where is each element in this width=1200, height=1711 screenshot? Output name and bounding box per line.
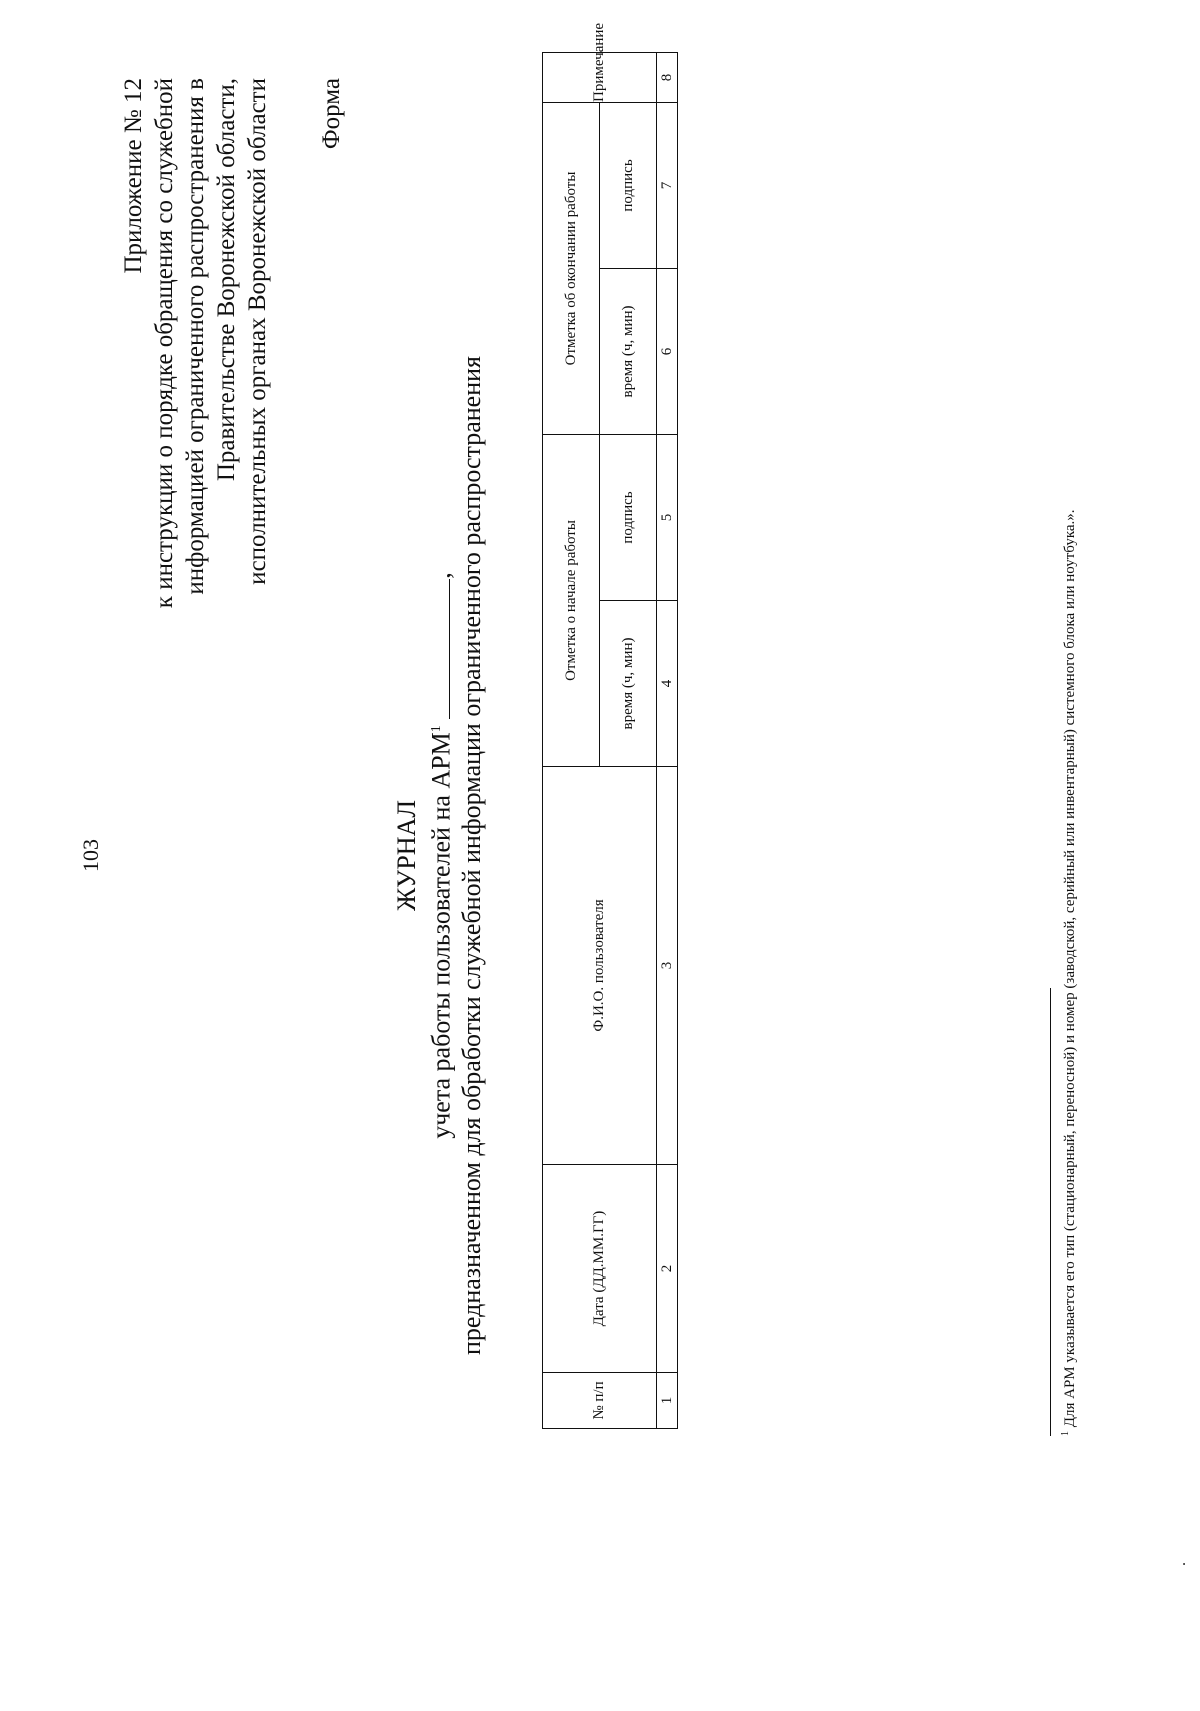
column-number: 3 — [657, 767, 678, 1165]
header-end-time: время (ч, мин) — [600, 268, 657, 434]
column-number: 2 — [657, 1165, 678, 1373]
header-fio: Ф.И.О. пользователя — [543, 767, 657, 1165]
column-number: 4 — [657, 601, 678, 767]
header-num: № п/п — [543, 1373, 657, 1429]
header-end-signature: подпись — [600, 102, 657, 268]
appendix-line: к инструкции о порядке обращения со служебной — [151, 78, 178, 609]
title-comma: , — [426, 572, 456, 579]
footnote-mark: 1 — [429, 725, 444, 733]
appendix-line: информацией ограниченного распространения в — [182, 78, 209, 595]
header-start-signature: подпись — [600, 434, 657, 600]
form-label: Форма — [318, 78, 345, 150]
header-note: Примечание — [543, 52, 657, 102]
page-number: 103 — [78, 839, 103, 872]
blank-field-line — [429, 579, 450, 719]
column-number: 8 — [657, 52, 678, 102]
column-number: 5 — [657, 434, 678, 600]
appendix-header — [118, 78, 273, 608]
table-header-row — [543, 52, 600, 1428]
header-start: Отметка о начале работы — [543, 434, 600, 766]
journal-table — [542, 22, 678, 1429]
header-start-time: время (ч, мин) — [600, 601, 657, 767]
header-end: Отметка об окончании работы — [543, 102, 600, 434]
stray-mark: . — [1172, 1562, 1189, 1566]
footnote-number: 1 — [1060, 1431, 1071, 1436]
title-line-2-text: учета работы пользователей на АРМ — [426, 732, 456, 1139]
column-number: 1 — [657, 1373, 678, 1429]
title-line-1: ЖУРНАЛ — [392, 800, 421, 911]
appendix-line: исполнительных органах Воронежской области — [244, 78, 271, 585]
table-row-column-numbers — [657, 52, 678, 1428]
appendix-line: Приложение № 12 — [120, 78, 147, 274]
footnote-text: Для АРМ указывается его тип (стационарный, переносной) и номер (заводской, серийный или инвентарный) системного блока или ноутбука.». — [1062, 509, 1078, 1431]
title-line-3: предназначенном для обработки служебной информации ограниченного распространения — [456, 356, 486, 1355]
header-date: Дата (ДД.ММ.ГГ) — [543, 1165, 657, 1373]
footnote-divider — [1050, 988, 1051, 1436]
column-number: 6 — [657, 268, 678, 434]
journal-title — [392, 0, 487, 1711]
appendix-line: Правительстве Воронежской области, — [213, 78, 240, 482]
column-number: 7 — [657, 102, 678, 268]
title-line-2 — [422, 0, 457, 1711]
footnote — [1060, 509, 1079, 1436]
